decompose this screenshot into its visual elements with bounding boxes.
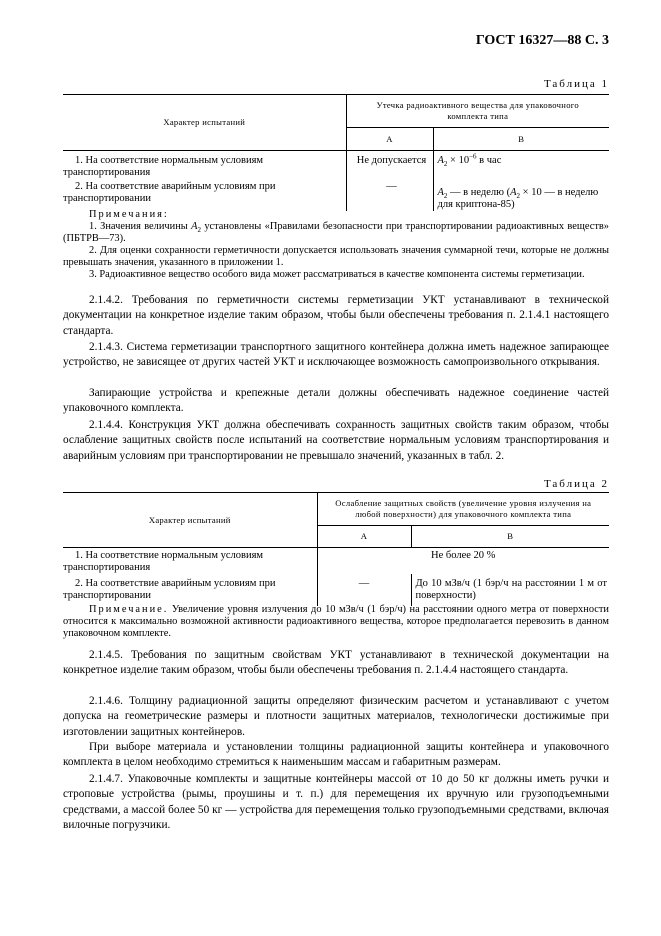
paragraph-text: 2.1.4.7. Упаковочные комплекты и защитные контейнеры массой от 10 до 50 кг должны иметь ручки и строповые устройства (рымы, проушины и т. п.) для перемещения их вручную или грузоподъемными средствами, а массой более 50 кг — устройства для перемещения только грузоподъемными средствами, включая вилочные погрузчики. bbox=[63, 773, 609, 832]
table-row bbox=[63, 574, 609, 606]
table1-header-a: А bbox=[346, 128, 433, 151]
table1-row1-b: $A_2 \times 10^{-6}$ в час bbox=[433, 151, 609, 180]
note2-heading: Примечание. bbox=[89, 604, 169, 615]
table2-header-shield: Ослабление защитных свойств (увеличение уровня излучения на любой поверхности) для упаковочного комплекта типа bbox=[317, 493, 609, 526]
table-row bbox=[63, 548, 609, 575]
paragraph-text: 2.1.4.4. Конструкция УКТ должна обеспечивать сохранность защитных свойств таким образом, чтобы ослабление защитных свойств после испытаний на соответствие нормальным условиям транспортирования и аварийным условиям при транспортировании не превышало значений, указанных в табл. 2. bbox=[63, 419, 609, 462]
paragraph-text: 2.1.4.6. Толщину радиационной защиты определяют физическим расчетом и устанавливают с учетом допуска на геометрические размеры и плотности защитных материалов, технологически достижимые при изготовлении защитных контейнеров. bbox=[63, 695, 609, 738]
paragraph-2-1-4-3 bbox=[63, 340, 609, 371]
table2-row1-ab: Не более 20 % bbox=[317, 548, 609, 575]
paragraph-text: Запирающие устройства и крепежные детали должны обеспечивать надежное соединение частей упаковочного комплекта. bbox=[63, 387, 609, 415]
table1-caption: Таблица 1 bbox=[543, 78, 609, 90]
note-2: 2. Для оценки сохранности герметичности допускается использовать значения суммарной течи, которые не должны превышать значения, указанного в приложении 1. bbox=[63, 245, 609, 268]
table-row bbox=[63, 179, 609, 211]
note-3: 3. Радиоактивное вещество особого вида может рассматриваться в качестве компонента системы герметизации. bbox=[89, 269, 585, 280]
note-1: 1. Значения величины $A_2$ установлены «Правилами безопасности при транспортировании радиоактивных веществ» (ПБТРВ—73). bbox=[63, 221, 609, 244]
table1-header-test: Характер испытаний bbox=[163, 117, 246, 127]
paragraph-2-1-4-7 bbox=[63, 772, 609, 834]
table2-row2-b: До 10 мЗв/ч (1 бэр/ч на расстоянии 1 м от поверхности) bbox=[411, 574, 609, 606]
paragraph-2-1-4-6-b bbox=[63, 740, 609, 771]
paragraph-2-1-4-2 bbox=[63, 293, 609, 339]
table-row bbox=[63, 151, 609, 180]
table2-row2-a: — bbox=[317, 574, 411, 606]
paragraph-text: 2.1.4.5. Требования по защитным свойствам УКТ устанавливают в технической документации на конкретное изделие таким образом, чтобы были обеспечены требования п. 2.1.4.4 настоящего стандарта. bbox=[63, 649, 609, 677]
page-header: ГОСТ 16327—88 С. 3 bbox=[475, 33, 609, 48]
paragraph-2-1-4-4 bbox=[63, 418, 609, 464]
table-2 bbox=[63, 492, 609, 606]
table2-header-a: А bbox=[317, 526, 411, 548]
table1-notes bbox=[63, 209, 609, 281]
paragraph-2-1-4-6 bbox=[63, 694, 609, 740]
paragraph-2-1-4-5 bbox=[63, 648, 609, 679]
table2-note bbox=[63, 604, 609, 640]
table1-header-leak: Утечка радиоактивного вещества для упаковочного комплекта типа bbox=[346, 95, 609, 128]
paragraph-2-1-4-3-b bbox=[63, 386, 609, 417]
table2-header-test: Характер испытаний bbox=[148, 514, 231, 525]
paragraph-text: 2.1.4.3. Система герметизации транспортного защитного контейнера должна иметь надежное запирающее устройство, не зависящее от других частей УКТ и исключающее возможность самопроизвольного открывания. bbox=[63, 341, 609, 369]
notes1-heading: Примечания: bbox=[89, 209, 169, 220]
table1-row1-a: Не допускается bbox=[346, 151, 433, 180]
table1-row2-b: $A_2$ — в неделю ($A_2 \times 10$ — в неделю для криптона-85) bbox=[433, 179, 609, 211]
table-1 bbox=[63, 94, 609, 211]
paragraph-text: 2.1.4.2. Требования по герметичности системы герметизации УКТ устанавливают в технической документации на конкретное изделие таким образом, чтобы были обеспечены требования п. 2.1.4.1 настоящего стандарта. bbox=[63, 294, 609, 337]
table1-header-b: В bbox=[433, 128, 609, 151]
table1-row2-a: — bbox=[346, 179, 433, 211]
table2-row1-test: 1. На соответствие нормальным условиям транспортирования bbox=[63, 550, 264, 573]
table2-row2-test: 2. На соответствие аварийным условиям при транспортировании bbox=[63, 578, 276, 601]
table2-caption: Таблица 2 bbox=[543, 478, 609, 490]
table1-row1-test: 1. На соответствие нормальным условиям транспортирования bbox=[63, 155, 264, 178]
table1-row2-test: 2. На соответствие аварийным условиям при транспортировании bbox=[63, 181, 276, 204]
paragraph-text: При выборе материала и установлении толщины радиационной защиты контейнера и упаковочного комплекта в целом необходимо стремиться к наименьшим массам и габаритным размерам. bbox=[63, 741, 609, 769]
note2-text: Увеличение уровня излучения до 10 мЗв/ч (1 бэр/ч) на расстоянии одного метра от поверхности относится к максимально возможной активности радиоактивного вещества, которое предполагается перевозить в данном упаковочном комплекте. bbox=[63, 604, 609, 639]
table2-header-b: В bbox=[411, 526, 609, 548]
